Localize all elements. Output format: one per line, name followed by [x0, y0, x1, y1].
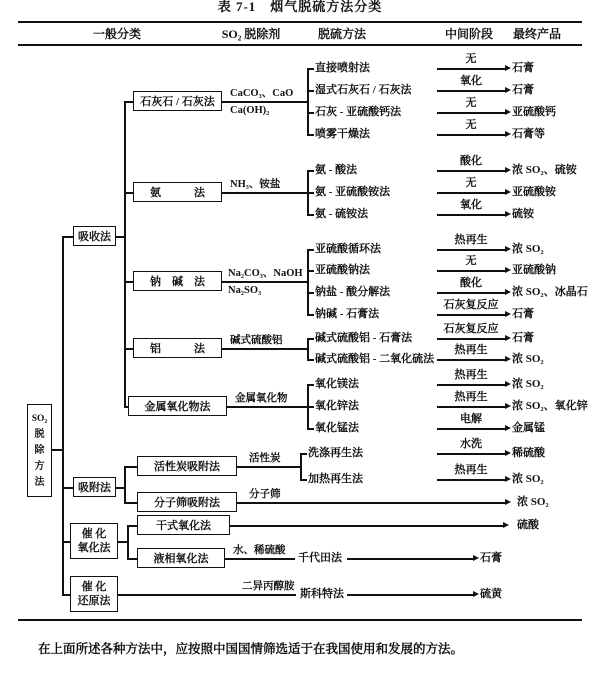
tick-line: [308, 192, 314, 194]
tick-line: [301, 479, 307, 481]
group-box-ammonia: 氨 法: [133, 182, 222, 202]
stage-arrow-line: [437, 134, 505, 136]
product-label: 石膏: [512, 84, 534, 96]
product-label: 稀硫酸: [512, 447, 545, 459]
bracket-line: [124, 466, 126, 504]
method-label: 洗涤再生法: [308, 447, 363, 459]
stage-label: 无: [465, 53, 477, 65]
stage-label: 无: [465, 255, 477, 267]
root-line: SO₂: [31, 413, 48, 424]
tick-line: [125, 101, 133, 103]
stage-label: 电解: [460, 413, 482, 425]
stage-label: 酸化: [460, 277, 482, 289]
product-label: 浓 SO₂: [512, 378, 544, 390]
connector-line: [116, 487, 124, 489]
tick-line: [308, 170, 314, 172]
product-label: 浓 SO₂: [517, 496, 549, 508]
product-label: 亚硫酸钠: [512, 264, 556, 276]
stage-arrow-line: [437, 292, 505, 294]
tick-line: [308, 112, 314, 114]
connector-line: [63, 236, 73, 238]
group-box-limestone-lime: 石灰石 / 石灰法: [133, 91, 222, 111]
bracket-line: [307, 338, 309, 361]
product-label: 亚硫酸钙: [512, 106, 556, 118]
method-label: 氨 - 亚硫酸铵法: [315, 186, 391, 198]
stage-label: 无: [465, 119, 477, 131]
column-header-final-product: 最终产品: [512, 27, 561, 41]
agent-line: [227, 406, 307, 408]
stage-arrow-line: [437, 338, 505, 340]
connector-line: [52, 449, 62, 451]
flow-line: [237, 502, 505, 504]
tick-line: [308, 338, 314, 340]
footer-note: 在上面所述各种方法中，应按照中国国情筛选适于在我国使用和发展的方法。: [38, 642, 464, 656]
stage-label: 水洗: [460, 438, 482, 450]
product-label: 石膏: [512, 308, 534, 320]
agent-label: 二异丙醇胺: [242, 581, 295, 592]
group-box-molecular-sieve: 分子筛吸附法: [137, 492, 237, 512]
tick-line: [308, 292, 314, 294]
product-label: 亚硫酸铵: [512, 186, 556, 198]
product-label: 浓 SO₂、硫铵: [512, 164, 577, 176]
tick-line: [128, 558, 137, 560]
product-label: 石膏: [512, 332, 534, 344]
agent-label: Na₂SO₃: [228, 285, 262, 296]
method-label: 斯科特法: [300, 588, 344, 600]
agent-label: NH₃、铵盐: [230, 179, 281, 190]
agent-label: Ca(OH)₂: [230, 105, 270, 116]
stage-label: 无: [465, 97, 477, 109]
product-label: 石膏等: [512, 128, 545, 140]
column-header-general-class: 一般分类: [92, 27, 141, 41]
stage-arrow-line: [437, 359, 505, 361]
method-label: 氨 - 酸法: [315, 164, 358, 176]
stage-label: 热再生: [454, 391, 488, 403]
agent-label: 活性炭: [249, 453, 281, 464]
branch-label-line: 催 化: [81, 528, 107, 540]
method-label: 喷雾干燥法: [315, 128, 370, 140]
flow-line: [347, 594, 473, 596]
tick-line: [308, 314, 314, 316]
stage-label: 热再生: [454, 369, 488, 381]
group-box-sodium-alkali: 钠 碱 法: [133, 271, 222, 291]
stage-arrow-line: [437, 192, 505, 194]
method-label: 钠碱 - 石膏法: [315, 308, 380, 320]
stage-arrow-line: [437, 270, 505, 272]
tick-line: [308, 359, 314, 361]
bracket-line: [124, 101, 126, 408]
agent-label: 分子筛: [249, 489, 281, 500]
group-box-activated-carbon: 活性炭吸附法: [137, 456, 237, 476]
stage-arrow-line: [437, 90, 505, 92]
connector-line: [118, 541, 127, 543]
method-label: 氧化镁法: [315, 378, 359, 390]
method-label: 湿式石灰石 / 石灰法: [315, 84, 412, 96]
product-label: 硫铵: [512, 208, 534, 220]
group-box-dry-oxidation: 干式氧化法: [137, 515, 230, 535]
stage-label: 石灰复反应: [443, 299, 499, 311]
product-label: 硫酸: [517, 519, 539, 531]
bracket-line: [300, 453, 302, 481]
branch-label-line: 氧化法: [77, 542, 111, 554]
agent-line: [225, 558, 295, 560]
product-label: 石膏: [480, 552, 502, 564]
bottom-rule: [18, 619, 582, 621]
root-line: 除: [34, 444, 45, 456]
tick-line: [125, 502, 137, 504]
method-label: 加热再生法: [308, 473, 363, 485]
arrow-head-icon: [505, 499, 511, 505]
product-label: 石膏: [512, 62, 534, 74]
product-label: 金属锰: [512, 422, 545, 434]
agent-line: [222, 101, 307, 103]
method-label: 亚硫酸钠法: [315, 264, 370, 276]
tick-line: [308, 384, 314, 386]
product-label: 浓 SO₂、氧化锌: [512, 400, 588, 412]
branch-box-catalytic-oxidation: [70, 523, 118, 559]
stage-label: 氧化: [460, 75, 482, 87]
stage-arrow-line: [437, 384, 505, 386]
method-label: 千代田法: [298, 552, 342, 564]
tick-line: [308, 270, 314, 272]
connector-line: [116, 236, 124, 238]
agent-line: [222, 192, 307, 194]
stage-arrow-line: [437, 68, 505, 70]
root-node-so2-removal-methods: [27, 404, 52, 497]
group-box-aluminum: 铝 法: [133, 338, 222, 358]
root-line: 脱: [34, 428, 45, 440]
agent-label: 水、稀硫酸: [233, 545, 286, 556]
tick-line: [128, 525, 137, 527]
product-label: 浓 SO₂、冰晶石: [512, 286, 588, 298]
arrow-head-icon: [473, 555, 479, 561]
stage-label: 热再生: [454, 464, 488, 476]
column-header-so2-removal-agent: SO₂ 脱除剂: [221, 27, 281, 41]
method-label: 氨 - 硫铵法: [315, 208, 369, 220]
tick-line: [125, 192, 133, 194]
group-box-metal-oxide: 金属氧化物法: [128, 396, 227, 416]
agent-line: [237, 466, 300, 468]
header-rule: [18, 44, 582, 46]
method-label: 亚硫酸循环法: [315, 243, 381, 255]
bracket-line: [307, 249, 309, 316]
tick-line: [308, 90, 314, 92]
tick-line: [125, 281, 133, 283]
stage-arrow-line: [437, 453, 505, 455]
column-header-desulfurization-method: 脱硫方法: [317, 27, 366, 41]
stage-arrow-line: [437, 479, 505, 481]
agent-label: 碱式硫酸铝: [230, 335, 283, 346]
tick-line: [301, 453, 307, 455]
branch-box-catalytic-reduction: [70, 576, 118, 612]
top-rule: [18, 21, 582, 23]
root-line: 法: [34, 476, 45, 488]
branch-box-absorption: 吸收法: [73, 226, 116, 246]
agent-label: Na₂CO₃、NaOH: [228, 268, 303, 279]
stage-arrow-line: [437, 249, 505, 251]
stage-label: 酸化: [460, 155, 482, 167]
branch-label-line: 还原法: [77, 595, 111, 607]
tick-line: [308, 134, 314, 136]
stage-label: 热再生: [454, 344, 488, 356]
method-label: 石灰 - 亚硫酸钙法: [315, 106, 402, 118]
stage-arrow-line: [437, 214, 505, 216]
connector-line: [63, 487, 73, 489]
agent-label: CaCO₃、CaO: [230, 88, 294, 99]
stage-label: 石灰复反应: [443, 323, 499, 335]
agent-line: [222, 348, 307, 350]
tick-line: [308, 428, 314, 430]
flow-line: [347, 558, 473, 560]
stage-arrow-line: [437, 112, 505, 114]
method-label: 碱式硫酸铝 - 石膏法: [315, 332, 413, 344]
agent-line: [118, 594, 296, 596]
table-caption: 表 7-1 烟气脱硫方法分类: [217, 0, 383, 14]
agent-line: [222, 281, 307, 283]
method-label: 氧化锰法: [315, 422, 359, 434]
method-label: 氧化锌法: [315, 400, 359, 412]
product-label: 浓 SO₂: [512, 473, 544, 485]
stage-arrow-line: [437, 406, 505, 408]
branch-box-adsorption: 吸附法: [73, 477, 116, 497]
tick-line: [308, 68, 314, 70]
tick-line: [125, 348, 133, 350]
bracket-line: [307, 68, 309, 136]
arrow-head-icon: [503, 522, 509, 528]
method-label: 直接喷射法: [315, 62, 370, 74]
branch-label-line: 催 化: [81, 581, 107, 593]
stage-label: 热再生: [454, 234, 488, 246]
method-label: 钠盐 - 酸分解法: [315, 286, 391, 298]
method-label: 碱式硫酸铝 - 二氧化硫法: [315, 353, 435, 365]
product-label: 浓 SO₂: [512, 353, 544, 365]
tick-line: [308, 406, 314, 408]
bracket-line: [127, 525, 129, 560]
tick-line: [308, 214, 314, 216]
product-label: 浓 SO₂: [512, 243, 544, 255]
agent-label: 金属氧化物: [235, 393, 288, 404]
flow-line: [230, 525, 503, 527]
arrow-head-icon: [473, 591, 479, 597]
stage-arrow-line: [437, 314, 505, 316]
stage-label: 氧化: [460, 199, 482, 211]
group-box-liquid-oxidation: 液相氧化法: [137, 548, 225, 568]
tick-line: [308, 249, 314, 251]
tick-line: [125, 466, 137, 468]
column-header-intermediate-stage: 中间阶段: [444, 27, 493, 41]
root-line: 方: [34, 460, 45, 472]
stage-arrow-line: [437, 428, 505, 430]
stage-label: 无: [465, 177, 477, 189]
stage-arrow-line: [437, 170, 505, 172]
product-label: 硫黄: [480, 588, 502, 600]
